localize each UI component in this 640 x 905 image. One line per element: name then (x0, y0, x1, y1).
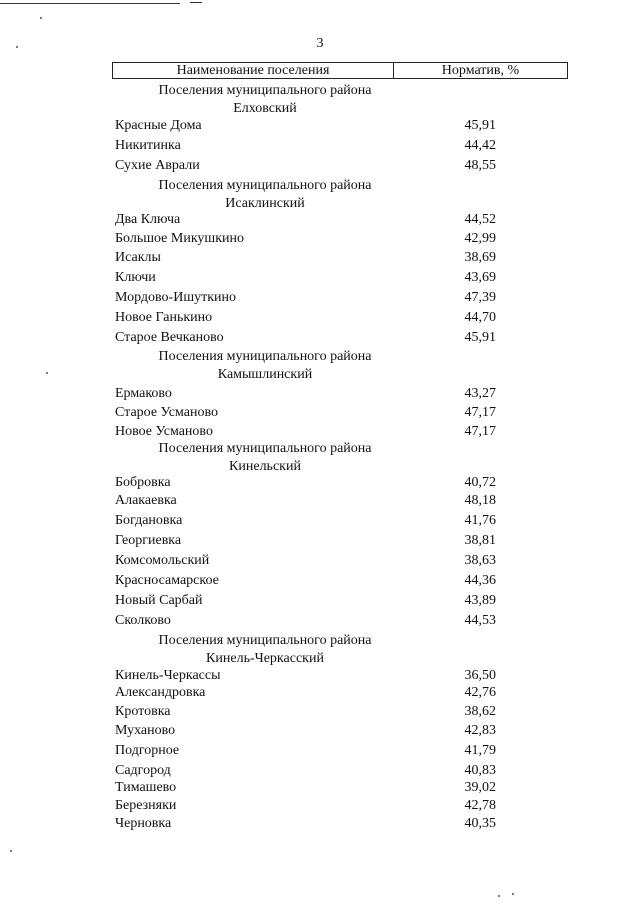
norm-value: 41,76 (464, 513, 496, 528)
table-row (115, 385, 505, 403)
norm-value: 38,63 (464, 553, 496, 568)
settlement-name: Подгорное (115, 743, 180, 758)
norm-value: 44,42 (464, 138, 496, 153)
settlement-name: Кинель-Черкассы (115, 668, 221, 683)
settlement-name: Красносамарское (115, 573, 219, 588)
norm-value: 43,69 (464, 270, 496, 285)
district-name: Камышлинский (217, 367, 313, 382)
table-row (115, 552, 505, 570)
settlement-name: Сколково (115, 613, 171, 628)
settlement-name: Георгиевка (115, 533, 182, 548)
norm-value: 39,02 (464, 780, 496, 795)
district-name: Кинель-Черкасский (206, 651, 324, 666)
header-settlement-name: Наименование поселения (113, 63, 394, 78)
norm-value: 38,69 (464, 250, 496, 265)
settlement-name: Большое Микушкино (115, 231, 245, 246)
norm-value: 42,78 (464, 798, 496, 813)
norm-value: 44,53 (464, 613, 496, 628)
district-name: Кинельский (229, 459, 301, 474)
norm-value: 48,55 (464, 158, 496, 173)
settlement-name: Комсомольский (115, 553, 210, 568)
settlement-name: Мордово-Ишуткино (115, 290, 237, 305)
norm-value: 38,81 (464, 533, 496, 548)
table-row (115, 572, 505, 590)
norm-value: 43,27 (464, 386, 496, 401)
table-row (115, 309, 505, 327)
settlement-name: Никитинка (115, 138, 181, 153)
section-heading-line: Поселения муниципального района (158, 83, 372, 98)
section-heading-line: Поселения муниципального района (158, 633, 372, 648)
norm-value: 45,91 (464, 118, 496, 133)
table-row (115, 230, 505, 248)
table-row (115, 137, 505, 155)
page-number: 3 (316, 36, 324, 51)
norm-value: 48,18 (464, 493, 496, 508)
settlement-name: Старое Вечканово (115, 330, 224, 345)
table-row (115, 592, 505, 610)
table-row (115, 404, 505, 422)
table-row (115, 815, 505, 833)
norm-value: 47,17 (464, 424, 496, 439)
table-row (115, 779, 505, 797)
section-heading (115, 82, 415, 118)
table-row (115, 667, 505, 685)
table-row (115, 742, 505, 760)
table-row (115, 249, 505, 267)
section-heading-line: Поселения муниципального района (158, 178, 372, 193)
section-heading (115, 348, 415, 384)
table-row (115, 722, 505, 740)
section-heading (115, 440, 415, 476)
norm-value: 36,50 (464, 668, 496, 683)
table-row (115, 532, 505, 550)
section-heading-line: Поселения муниципального района (158, 349, 372, 364)
settlement-name: Алакаевка (115, 493, 177, 508)
section-heading (115, 632, 415, 668)
norm-value: 38,62 (464, 704, 496, 719)
settlement-name: Кротовка (115, 704, 171, 719)
settlement-name: Тимашево (115, 780, 177, 795)
settlement-name: Ермаково (115, 386, 172, 401)
settlement-name: Ключи (115, 270, 156, 285)
table-row (115, 423, 505, 441)
norm-value: 47,17 (464, 405, 496, 420)
table-row (115, 612, 505, 630)
norm-value: 45,91 (464, 330, 496, 345)
table-row (115, 211, 505, 229)
settlement-name: Новое Ганькино (115, 310, 213, 325)
settlement-name: Красные Дома (115, 118, 202, 133)
table-row (115, 117, 505, 135)
norm-value: 40,72 (464, 475, 496, 490)
table-row (115, 762, 505, 780)
table-row (115, 684, 505, 702)
settlement-name: Исаклы (115, 250, 161, 265)
norm-value: 44,70 (464, 310, 496, 325)
norm-value: 42,99 (464, 231, 496, 246)
norm-value: 40,35 (464, 816, 496, 831)
table-row (115, 157, 505, 175)
settlement-name: Сухие Аврали (115, 158, 200, 173)
header-norm-percent: Норматив, % (441, 63, 520, 78)
norm-value: 40,83 (464, 763, 496, 778)
district-name: Исаклинский (225, 196, 305, 211)
settlement-name: Бобровка (115, 475, 171, 490)
norm-value: 47,39 (464, 290, 496, 305)
settlement-name: Два Ключа (115, 212, 181, 227)
settlement-name: Александровка (115, 685, 206, 700)
table-row (115, 703, 505, 721)
norm-value: 41,79 (464, 743, 496, 758)
settlement-name: Новый Сарбай (115, 593, 203, 608)
table-row (115, 797, 505, 815)
norm-value: 42,76 (464, 685, 496, 700)
section-heading-line: Поселения муниципального района (158, 441, 372, 456)
norm-value: 44,52 (464, 212, 496, 227)
table-row (115, 289, 505, 307)
settlement-name: Богдановка (115, 513, 183, 528)
settlement-name: Муханово (115, 723, 176, 738)
district-name: Елховский (233, 101, 297, 116)
norm-value: 42,83 (464, 723, 496, 738)
table-row (115, 269, 505, 287)
norm-value: 44,36 (464, 573, 496, 588)
norm-value: 43,89 (464, 593, 496, 608)
settlement-name: Черновка (115, 816, 172, 831)
section-heading (115, 177, 415, 213)
settlement-name: Новое Усманово (115, 424, 213, 439)
table-row (115, 474, 505, 492)
settlement-name: Березняки (115, 798, 177, 813)
table-row (115, 512, 505, 530)
table-row (115, 329, 505, 347)
settlement-name: Старое Усманово (115, 405, 218, 420)
settlement-name: Садгород (115, 763, 171, 778)
table-row (115, 492, 505, 510)
